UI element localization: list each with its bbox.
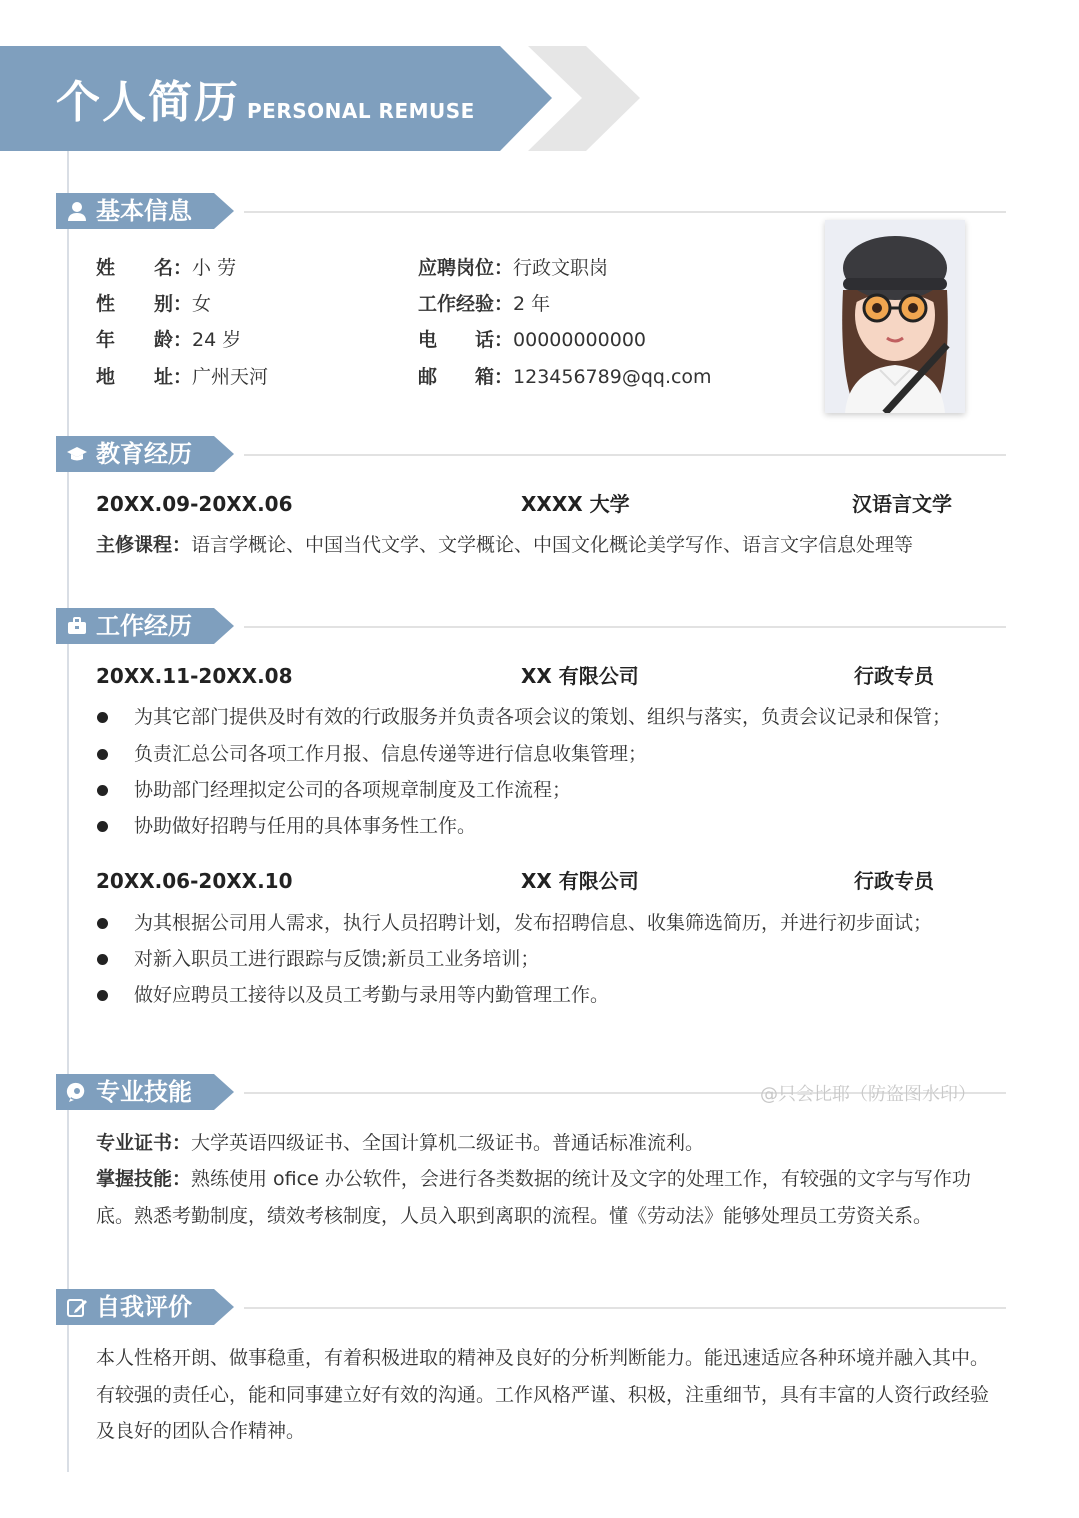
label-name: 姓: [96, 257, 116, 279]
info-age: 年 龄：24 岁: [96, 329, 242, 351]
info-gender: 性 别：女: [96, 293, 212, 315]
info-phone: 电 话：00000000000: [418, 329, 647, 351]
skills-abilities: 掌握技能：熟练使用 ofice 办公软件，会进行各类数据的统计及文字的处理工作，有较强的文字与写作功底。熟悉考勤制度，绩效考核制度，人员入职到离职的流程。懂《劳动法》能够处理员工劳资关系。: [96, 1168, 971, 1227]
user-icon: [66, 200, 88, 222]
value-gender: 女: [192, 293, 212, 315]
section-divider: [244, 211, 1006, 213]
info-experience: 工作经验：2 年: [418, 293, 551, 315]
section-education: 教育经历: [56, 436, 1006, 472]
value-experience: 2 年: [513, 293, 551, 315]
self-evaluation: 本人性格开朗、做事稳重，有着积极进取的精神及良好的分析判断能力。能迅速适应各种环境并融入其中。有较强的责任心，能和同事建立好有效的沟通。工作风格严谨、积极，注重细节，具有丰富的人资行政经验及良好的团队合作精神。: [96, 1347, 990, 1442]
work-period: 20XX.06-20XX.10: [96, 869, 293, 893]
info-name: 姓 名：小 劳: [96, 257, 237, 279]
label-position: 应聘岗位: [418, 257, 495, 279]
info-position: 应聘岗位：行政文职岗: [418, 257, 609, 279]
bullet-dot: [97, 712, 108, 723]
value-address: 广州天河: [192, 366, 269, 388]
work-company: XX 有限公司: [521, 664, 639, 688]
value-email: 123456789@qq.com: [513, 366, 712, 388]
work-role: 行政专员: [854, 664, 934, 688]
edu-courses: 主修课程：语言学概论、中国当代文学、文学概论、中国文化概论美学写作、语言文字信息处理等: [96, 534, 914, 556]
info-email: 邮 箱：123456789@qq.com: [418, 366, 712, 388]
section-skills: 专业技能: [56, 1074, 1006, 1110]
avatar-illustration: [825, 220, 965, 413]
value-phone: 00000000000: [513, 329, 647, 351]
skills-cert: 专业证书：大学英语四级证书、全国计算机二级证书。普通话标准流利。: [96, 1132, 705, 1154]
edu-period: 20XX.09-20XX.06: [96, 492, 293, 516]
timeline-line: [67, 150, 69, 1472]
work-role: 行政专员: [854, 869, 934, 893]
value-age: 24 岁: [192, 329, 242, 351]
graduation-cap-icon: [66, 443, 88, 465]
skill-icon: [66, 1081, 88, 1103]
page-title: 个人简历: [56, 77, 240, 128]
section-self-eval: 自我评价: [56, 1289, 1006, 1325]
colon: ：: [173, 257, 193, 279]
value-name: 小 劳: [192, 257, 237, 279]
work-period: 20XX.11-20XX.08: [96, 664, 293, 688]
edu-school: XXXX 大学: [521, 492, 630, 516]
page-subtitle: PERSONAL REMUSE: [247, 99, 475, 123]
work-company: XX 有限公司: [521, 869, 639, 893]
section-title: 基本信息: [96, 197, 192, 225]
watermark: @只会比耶（防盗图水印）: [760, 1084, 976, 1105]
edu-major: 汉语言文学: [852, 492, 952, 516]
label-experience: 工作经验: [418, 293, 495, 315]
section-work: 工作经历: [56, 608, 1006, 644]
info-address: 地 址：广州天河: [96, 366, 269, 388]
briefcase-icon: [66, 615, 88, 637]
edit-icon: [66, 1296, 88, 1318]
avatar: [825, 220, 965, 413]
value-position: 行政文职岗: [513, 257, 609, 279]
